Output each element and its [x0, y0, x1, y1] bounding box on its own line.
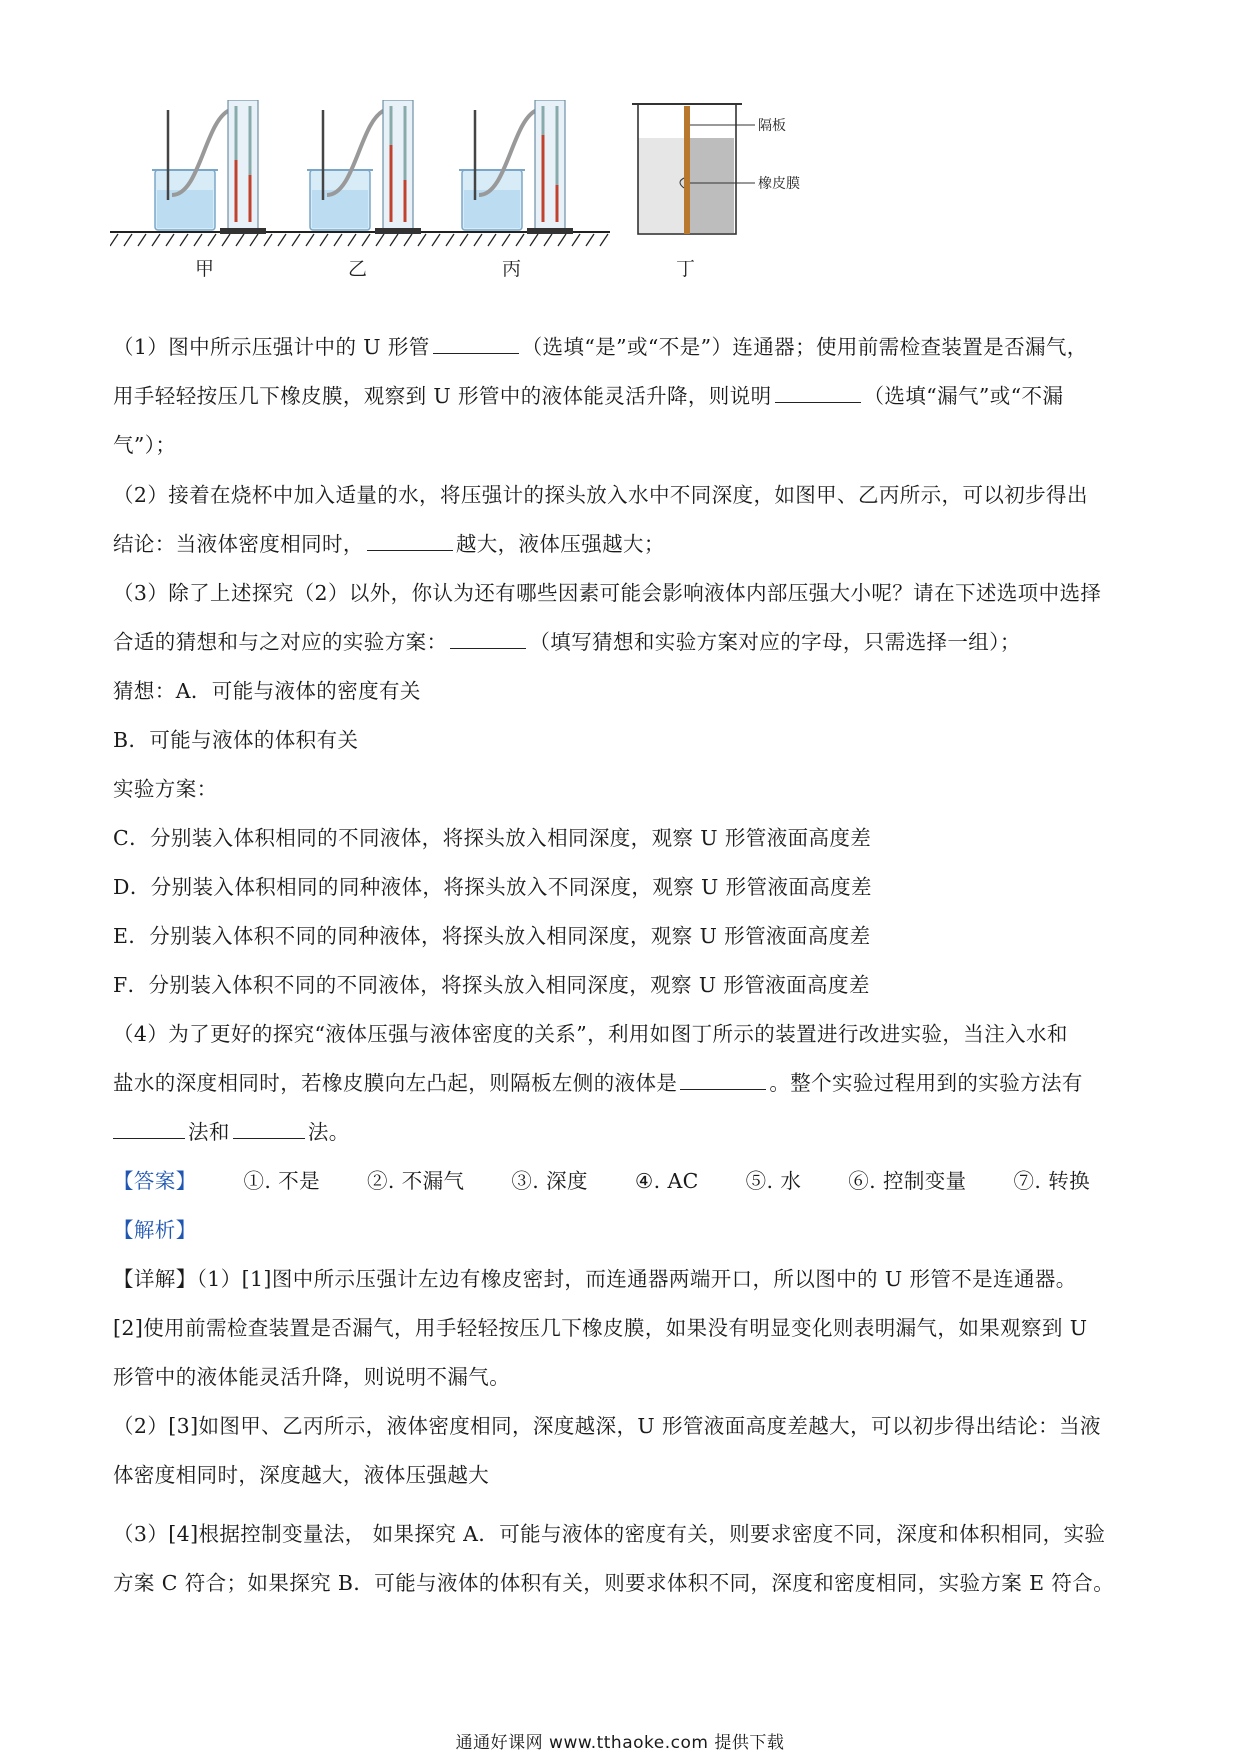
answer-item-2: ②. 不漏气	[367, 1169, 465, 1193]
setup-yi	[307, 100, 421, 234]
page-footer: 通通好课网 www.tthaoke.com 提供下载	[455, 1733, 785, 1753]
analysis-line6: （3）[4]根据控制变量法， 如果探究 A．可能与液体的密度有关，则要求密度不同，深度和体积相同，实验	[113, 1522, 1106, 1546]
analysis-line5: 体密度相同时，深度越大，液体压强越大	[113, 1463, 490, 1487]
q4-blank1[interactable]	[680, 1069, 766, 1090]
q3-plan-c: C．分别装入体积相同的不同液体，将探头放入相同深度，观察 U 形管液面高度差	[113, 826, 872, 850]
analysis-line3: 形管中的液体能灵活升降，则说明不漏气。	[113, 1365, 511, 1389]
q3-plan-f: F．分别装入体积不同的不同液体，将探头放入相同深度，观察 U 形管液面高度差	[113, 973, 870, 997]
analysis-line7: 方案 C 符合；如果探究 B．可能与液体的体积有关，则要求体积不同，深度和密度相同，实验方案 E 符合。	[113, 1571, 1115, 1595]
q1-blank1[interactable]	[433, 333, 519, 354]
q3-line1: （3）除了上述探究（2）以外，你认为还有哪些因素可能会影响液体内部压强大小呢？请在下述选项中选择	[113, 581, 1102, 605]
setup-jia	[152, 100, 266, 234]
q4-blank3[interactable]	[233, 1118, 305, 1139]
answer-item-6: ⑥. 控制变量	[848, 1169, 967, 1193]
q1-line3: 气”）；	[113, 433, 177, 457]
setup-ding	[632, 104, 800, 234]
q3-plan-e: E．分别装入体积不同的同种液体，将探头放入相同深度，观察 U 形管液面高度差	[113, 924, 871, 948]
q3-guess-a: 猜想：A．可能与液体的密度有关	[113, 679, 421, 703]
analysis-tag: 【解析】	[113, 1218, 197, 1242]
q4-blank2[interactable]	[113, 1118, 185, 1139]
answer-item-4: ④. AC	[634, 1169, 699, 1193]
q4-line3: 法和 法。	[113, 1118, 350, 1146]
answer-tag: 【答案】	[113, 1169, 197, 1193]
label-ding: 丁	[676, 258, 696, 280]
q3-plan-title: 实验方案：	[113, 777, 218, 801]
analysis-line4: （2）[3]如图甲、乙丙所示，液体密度相同，深度越深，U 形管液面高度差越大，可以初步得出结论：当液	[113, 1414, 1101, 1438]
q1-blank2[interactable]	[775, 382, 861, 403]
analysis-line1: 【详解】（1）[1]图中所示压强计左边有橡皮密封，而连通器两端开口，所以图中的 U 形管不是连通器。	[113, 1267, 1077, 1291]
answer-item-1: ①. 不是	[243, 1169, 321, 1193]
label-bing: 丙	[502, 258, 522, 280]
answer-item-5: ⑤. 水	[745, 1169, 802, 1193]
q2-line1: （2）接着在烧杯中加入适量的水，将压强计的探头放入水中不同深度，如图甲、乙丙所示，可以初步得出	[113, 483, 1088, 507]
q3-guess-b: B．可能与液体的体积有关	[113, 728, 359, 752]
q2-blank[interactable]	[367, 530, 453, 551]
q3-blank[interactable]	[450, 628, 526, 649]
q2-line2: 结论：当液体密度相同时， 越大，液体压强越大；	[113, 532, 665, 556]
q3-line2: 合适的猜想和与之对应的实验方案： （填写猜想和实验方案对应的字母，只需选择一组）；	[113, 630, 1021, 654]
label-yi: 乙	[348, 258, 368, 280]
label-membrane: 橡皮膜	[758, 176, 800, 192]
setup-bing	[459, 100, 573, 234]
analysis-line2: [2]使用前需检查装置是否漏气，用手轻轻按压几下橡皮膜，如果没有明显变化则表明漏气，如果观察到 U	[113, 1316, 1088, 1340]
answer-line	[113, 1167, 1130, 1195]
q4-line2: 盐水的深度相同时，若橡皮膜向左凸起，则隔板左侧的液体是 。整个实验过程用到的实验方法有	[113, 1071, 1083, 1095]
q1-line1: （1）图中所示压强计中的 U 形管 （选填“是”或“不是”）连通器；使用前需检查装置是否漏气，	[113, 335, 1088, 359]
experiment-figure	[110, 100, 1130, 315]
label-jia: 甲	[195, 258, 215, 280]
q1-line2: 用手轻轻按压几下橡皮膜，观察到 U 形管中的液体能灵活升降，则说明 （选填“漏气”或“不漏	[113, 384, 1064, 408]
answer-item-3: ③. 深度	[511, 1169, 588, 1193]
answer-item-7: ⑦. 转换	[1013, 1169, 1091, 1193]
label-partition: 隔板	[758, 118, 786, 134]
q4-line1: （4）为了更好的探究“液体压强与液体密度的关系”，利用如图丁所示的装置进行改进实验，当注入水和	[113, 1022, 1068, 1046]
q3-plan-d: D．分别装入体积相同的同种液体，将探头放入不同深度，观察 U 形管液面高度差	[113, 875, 872, 899]
